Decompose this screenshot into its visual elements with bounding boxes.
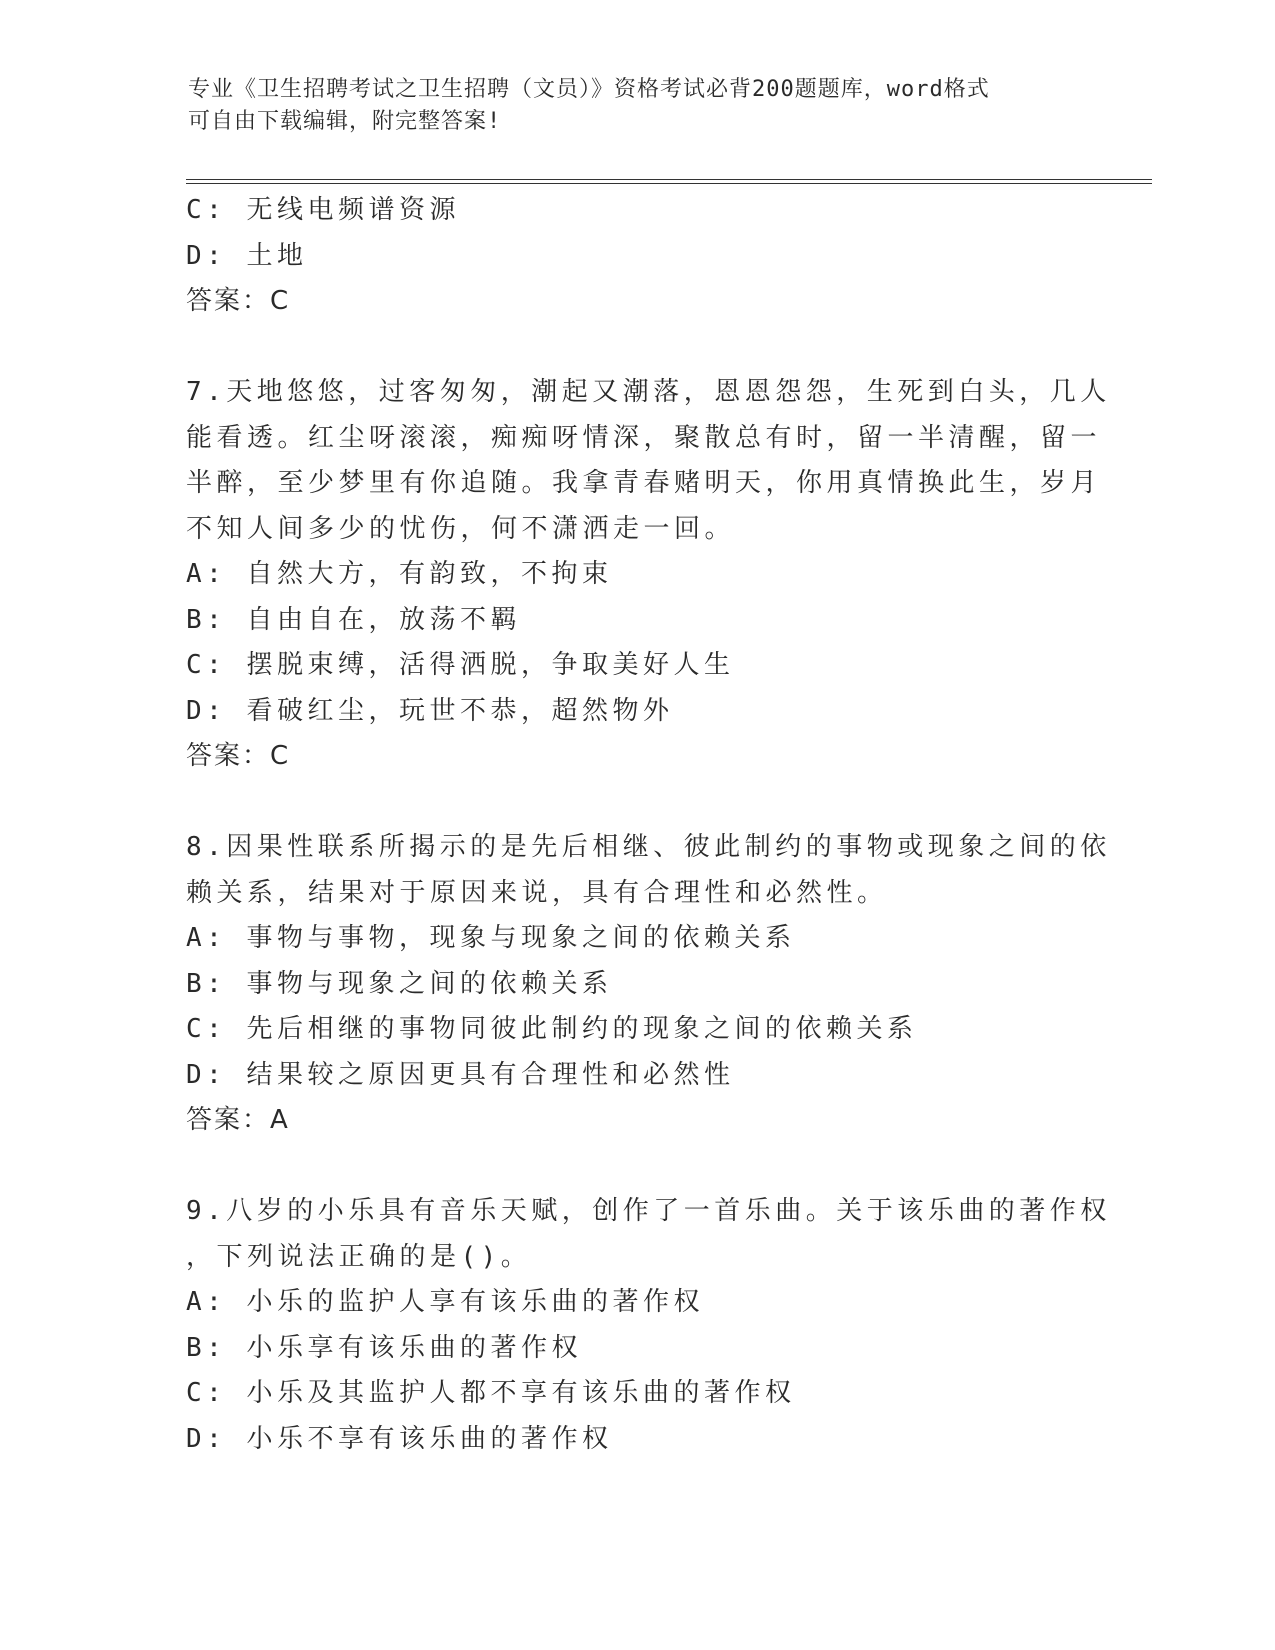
option-d: D: 结果较之原因更具有合理性和必然性 [186, 1059, 735, 1090]
question-7 [186, 370, 1111, 780]
header-title-line-1: 专业《卫生招聘考试之卫生招聘（文员）》资格考试必背200题题库，word格式 [188, 77, 990, 102]
question-text-line: 不知人间多少的忧伤，何不潇洒走一回。 [186, 513, 736, 544]
question-text-line: 赖关系，结果对于原因来说，具有合理性和必然性。 [186, 877, 888, 908]
answer-line: 答案：C [186, 741, 291, 771]
option-c: C: 摆脱束缚，活得洒脱，争取美好人生 [186, 650, 735, 680]
option-a: A: 小乐的监护人享有该乐曲的著作权 [186, 1287, 704, 1317]
question-text-line: 能看透。红尘呀滚滚，痴痴呀情深，聚散总有时，留一半清醒，留一 [186, 422, 1102, 453]
question-text-line: 7.天地悠悠，过客匆匆，潮起又潮落，恩恩怨怨，生死到白头，几人 [186, 377, 1111, 407]
option-b: B: 自由自在，放荡不羁 [186, 604, 521, 635]
question-text-line: ，下列说法正确的是()。 [186, 1241, 532, 1272]
question-8 [186, 825, 1111, 1144]
document-header [188, 74, 1088, 138]
option-a: A: 事物与事物，现象与现象之间的依赖关系 [186, 923, 796, 953]
spacer [186, 1144, 1086, 1190]
option-d: D: 看破红尘，玩世不恭，超然物外 [186, 695, 674, 726]
option-c: C: 无线电频谱资源 [186, 195, 460, 225]
option-c: C: 小乐及其监护人都不享有该乐曲的著作权 [186, 1378, 796, 1408]
spacer [186, 780, 1086, 826]
option-c: C: 先后相继的事物同彼此制约的现象之间的依赖关系 [186, 1014, 918, 1044]
header-title-line-2: 可自由下载编辑，附完整答案! [188, 109, 502, 134]
option-d: D: 土地 [186, 240, 308, 271]
answer-line: 答案：A [186, 1105, 290, 1135]
option-d: D: 小乐不享有该乐曲的著作权 [186, 1423, 613, 1454]
option-b: B: 小乐享有该乐曲的著作权 [186, 1332, 582, 1363]
option-a: A: 自然大方，有韵致，不拘束 [186, 559, 613, 589]
question-text-line: 半醉，至少梦里有你追随。我拿青春赌明天，你用真情换此生，岁月 [186, 468, 1102, 498]
spacer [186, 325, 1086, 371]
question-text-line: 8.因果性联系所揭示的是先后相继、彼此制约的事物或现象之间的依 [186, 832, 1111, 862]
header-divider-top [186, 179, 1152, 180]
question-6-tail [186, 188, 1086, 325]
header-divider-bottom [186, 183, 1152, 184]
document-body [186, 188, 1111, 1462]
question-text-line: 9.八岁的小乐具有音乐天赋，创作了一首乐曲。关于该乐曲的著作权 [186, 1196, 1111, 1226]
answer-line: 答案：C [186, 286, 291, 316]
question-9 [186, 1189, 1111, 1462]
option-b: B: 事物与现象之间的依赖关系 [186, 968, 613, 999]
